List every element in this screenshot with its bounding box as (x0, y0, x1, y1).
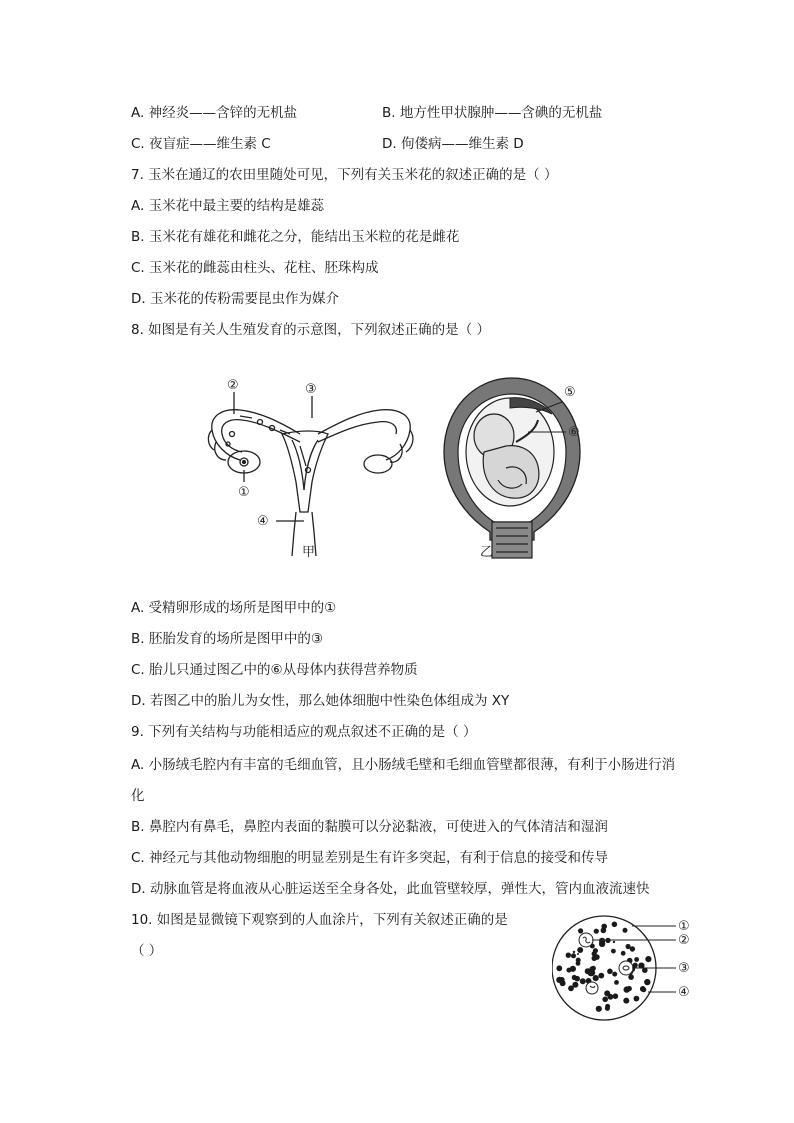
q8-option-a: A. 受精卵形成的场所是图甲中的① (131, 600, 337, 616)
q7-option-b: B. 玉米花有雄花和雌花之分，能结出玉米粒的花是雌花 (131, 229, 460, 245)
red-blood-cell (577, 947, 583, 953)
q6-option-d: D. 佝偻病——维生素 D (382, 136, 524, 152)
red-blood-cell (640, 963, 645, 968)
red-blood-cell (604, 990, 610, 996)
red-blood-cell (613, 993, 619, 999)
red-blood-cell (644, 979, 650, 985)
fig-label-5: ⑤ (564, 385, 576, 400)
smear-label-2: ② (678, 933, 690, 948)
q9-option-a-line2: 化 (131, 788, 145, 804)
red-blood-cell (611, 949, 616, 954)
q8-option-d: D. 若图乙中的胎儿为女性，那么她体细胞中性染色体组成为 XY (131, 693, 510, 709)
red-blood-cell (592, 956, 597, 961)
fig-caption-left: 甲 (302, 545, 316, 560)
red-blood-cell (612, 922, 618, 928)
fig-label-1: ① (238, 485, 250, 500)
q9-option-a-line1: A. 小肠绒毛腔内有丰富的毛细血管，且小肠绒毛壁和毛细血管壁都很薄，有利于小肠进行消 (131, 757, 676, 773)
red-blood-cell (630, 946, 635, 951)
fig-label-2: ② (227, 378, 239, 393)
red-blood-cell (594, 929, 599, 934)
red-blood-cell (596, 1006, 602, 1012)
q6-option-b: B. 地方性甲状腺肿——含碘的无机盐 (382, 105, 603, 121)
q7-option-a: A. 玉米花中最主要的结构是雄蕊 (131, 198, 325, 214)
red-blood-cell (570, 966, 576, 972)
red-blood-cell (556, 965, 562, 971)
q7-stem: 7. 玉米在通辽的农田里随处可见，下列有关玉米花的叙述正确的是（ ） (131, 167, 558, 183)
red-blood-cell (607, 969, 613, 975)
q9-option-b: B. 鼻腔内有鼻毛，鼻腔内表面的黏膜可以分泌黏液，可使进入的气体清洁和湿润 (131, 819, 608, 835)
red-blood-cell (645, 956, 651, 962)
smear-label-3: ③ (678, 961, 690, 976)
fig-caption-right: 乙 (480, 545, 494, 560)
q8-option-c: C. 胎儿只通过图乙中的⑥从母体内获得营养物质 (131, 662, 418, 678)
figure-blood-smear (552, 912, 702, 1024)
red-blood-cell (574, 976, 580, 982)
red-blood-cell (621, 951, 626, 956)
fig-label-6: ⑥ (568, 425, 580, 440)
red-blood-cell (628, 974, 634, 980)
red-blood-cell (593, 948, 598, 953)
q9-option-d: D. 动脉血管是将血液从心脏运送至全身各处，此血管壁较厚，弹性大，管内血液流速快 (131, 881, 650, 897)
red-blood-cell (580, 978, 586, 984)
red-blood-cell (623, 928, 628, 933)
q8-option-b: B. 胚胎发育的场所是图甲中的③ (131, 631, 323, 647)
red-blood-cell (612, 972, 617, 977)
red-blood-cell (589, 970, 595, 976)
q9-stem: 9. 下列有关结构与功能相适应的观点叙述不正确的是（ ） (131, 724, 477, 740)
red-blood-cell (560, 980, 566, 986)
red-blood-cell (627, 986, 632, 991)
q10-bracket: （ ） (131, 943, 163, 959)
red-blood-cell (599, 938, 605, 944)
q8-stem: 8. 如图是有关人生殖发育的示意图，下列叙述正确的是（ ） (131, 322, 490, 338)
red-blood-cell (593, 975, 599, 981)
red-blood-cell (578, 928, 583, 933)
fig-label-3: ③ (305, 382, 317, 397)
q7-option-d: D. 玉米花的传粉需要昆虫作为媒介 (131, 291, 339, 307)
q6-option-a: A. 神经炎——含锌的无机盐 (131, 105, 298, 121)
q6-option-c: C. 夜盲症——维生素 C (131, 136, 271, 152)
fig-label-4: ④ (257, 514, 269, 529)
red-blood-cell (566, 953, 571, 958)
red-blood-cell (571, 953, 576, 958)
red-blood-cell (641, 987, 646, 992)
red-blood-cell (572, 982, 578, 988)
red-blood-cell (601, 924, 607, 930)
q7-option-c: C. 玉米花的雌蕊由柱头、花柱、胚珠构成 (131, 260, 379, 276)
red-blood-cell (602, 997, 608, 1003)
red-blood-cell (634, 996, 640, 1002)
figure-reproductive-system (200, 372, 430, 572)
smear-label-4: ④ (678, 985, 690, 1000)
q10-stem: 10. 如图是显微镜下观察到的人血涂片，下列有关叙述正确的是 (131, 912, 508, 928)
smear-label-1: ① (678, 919, 690, 934)
red-blood-cell (598, 973, 604, 979)
q9-option-c: C. 神经元与其他动物细胞的明显差别是生有许多突起，有利于信息的接受和传导 (131, 850, 609, 866)
red-blood-cell (576, 961, 581, 966)
red-blood-cell (605, 1006, 610, 1011)
figure-fetus-in-uterus (440, 372, 600, 572)
red-blood-cell (623, 998, 629, 1004)
red-blood-cell (634, 957, 639, 962)
red-blood-cell (614, 980, 619, 985)
